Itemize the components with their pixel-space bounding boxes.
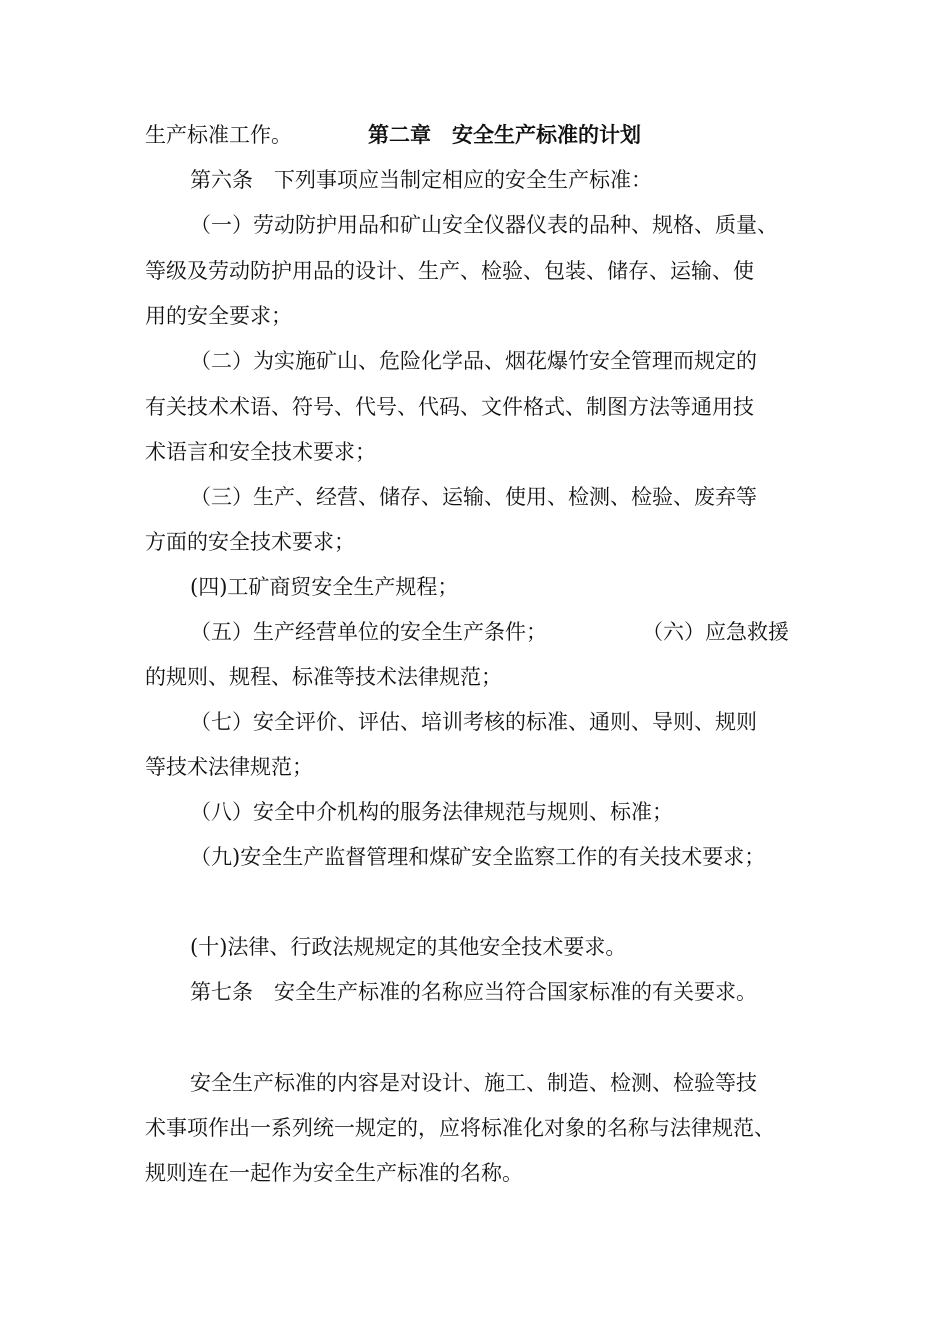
item-1-line-1: （一）劳动防护用品和矿山安全仪器仪表的品种、规格、质量、 — [190, 213, 778, 237]
item-9: （九)安全生产监督管理和煤矿安全监察工作的有关技术要求； — [190, 845, 766, 869]
item-1-line-2: 等级及劳动防护用品的设计、生产、检验、包装、储存、运输、使 — [145, 259, 754, 283]
item-1-line-3: 用的安全要求； — [145, 304, 292, 328]
item-7-line-1: （七）安全评价、评估、培训考核的标准、通则、导则、规则 — [190, 710, 757, 734]
item-3-line-1: （三）生产、经营、储存、运输、使用、检测、检验、废弃等 — [190, 485, 757, 509]
body-paragraph-line-3: 规则连在一起作为安全生产标准的名称。 — [145, 1161, 523, 1185]
item-3-line-2: 方面的安全技术要求； — [145, 530, 355, 554]
paragraph-tail: 生产标准工作。 — [145, 123, 292, 147]
item-7-line-2: 等技术法律规范； — [145, 755, 313, 779]
item-2-line-3: 术语言和安全技术要求； — [145, 440, 376, 464]
body-paragraph-line-2: 术事项作出一系列统一规定的，应将标准化对象的名称与法律规范、 — [145, 1116, 775, 1140]
body-paragraph-line-1: 安全生产标准的内容是对设计、施工、制造、检测、检验等技 — [190, 1071, 757, 1095]
article-7-heading: 第七条 安全生产标准的名称应当符合国家标准的有关要求。 — [190, 980, 757, 1004]
item-4: (四)工矿商贸安全生产规程； — [190, 575, 459, 599]
item-6-start: （六）应急救援 — [642, 620, 789, 644]
article-6-heading: 第六条 下列事项应当制定相应的安全生产标准： — [190, 168, 652, 192]
item-10: (十)法律、行政法规规定的其他安全技术要求。 — [190, 935, 627, 959]
item-2-line-1: （二）为实施矿山、危险化学品、烟花爆竹安全管理而规定的 — [190, 349, 757, 373]
item-8: （八）安全中介机构的服务法律规范与规则、标准； — [190, 800, 673, 824]
chapter-title: 第二章 安全生产标准的计划 — [368, 122, 641, 147]
item-6-line-2: 的规则、规程、标准等技术法律规范； — [145, 665, 502, 689]
item-5: （五）生产经营单位的安全生产条件； — [190, 620, 547, 644]
item-2-line-2: 有关技术术语、符号、代号、代码、文件格式、制图方法等通用技 — [145, 395, 754, 419]
